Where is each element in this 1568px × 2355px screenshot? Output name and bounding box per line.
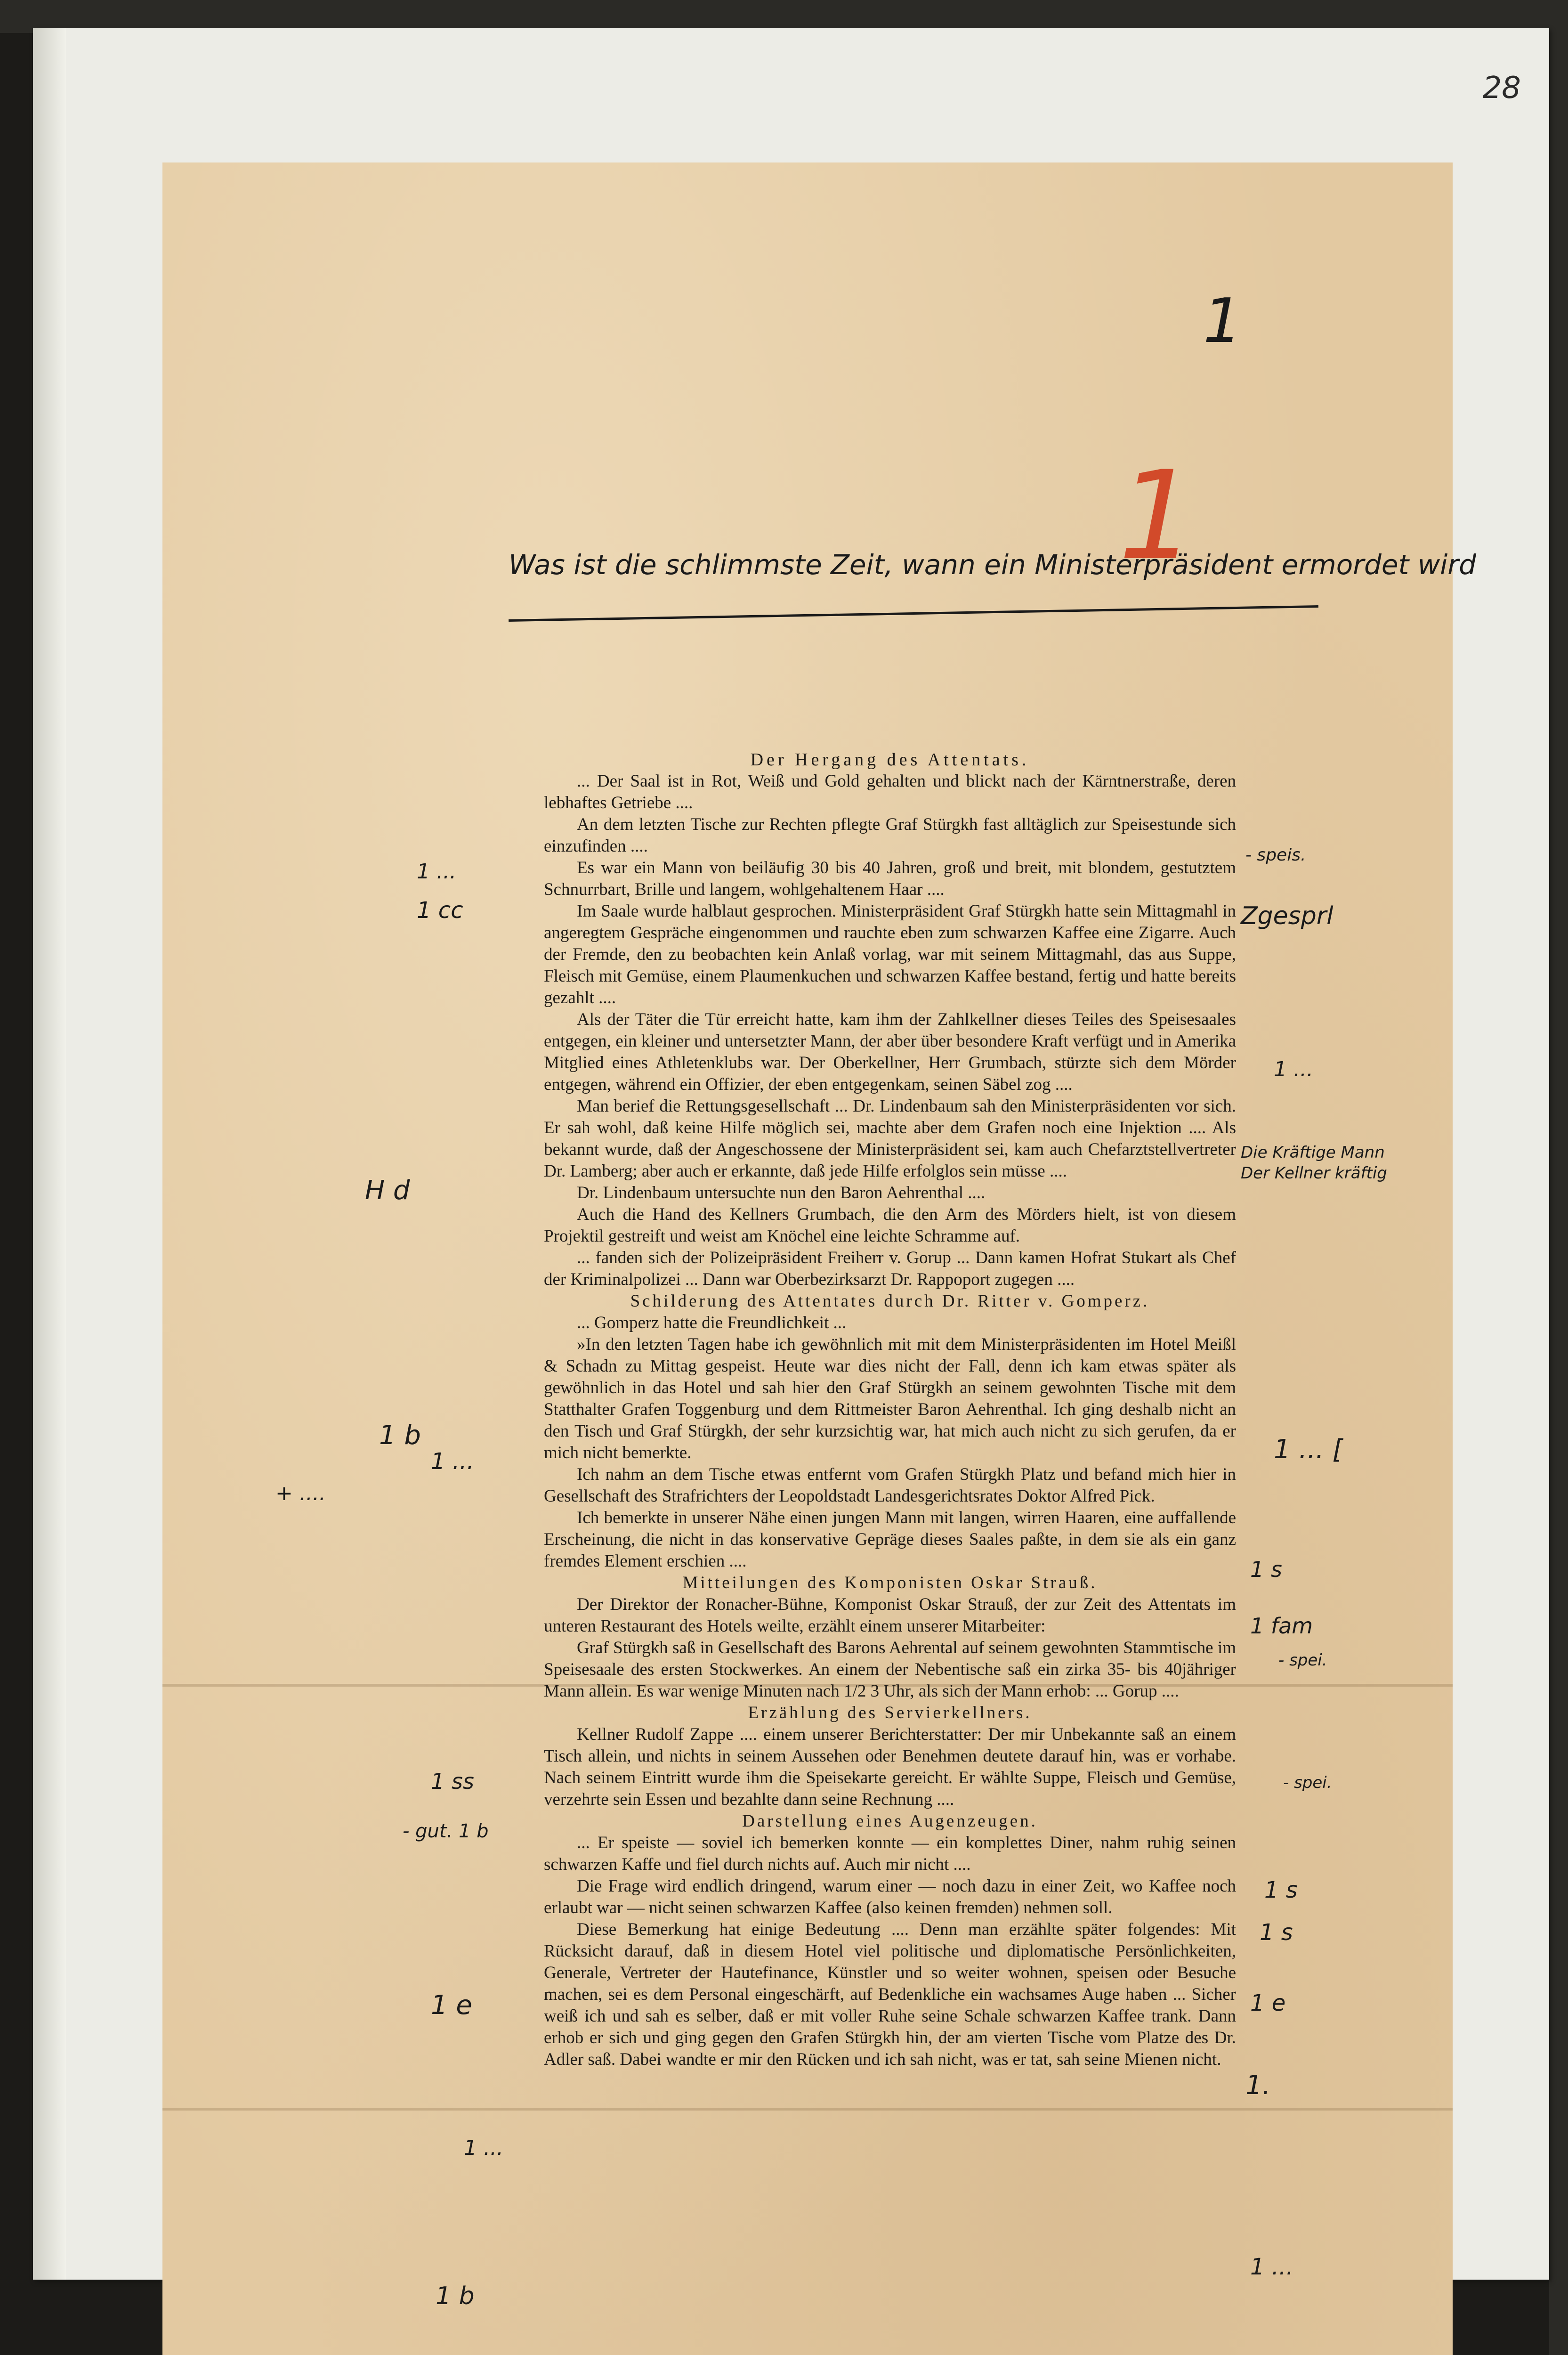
- margin-note-right: 1 ...: [1274, 1057, 1313, 1081]
- margin-note-right: 1 fam: [1250, 1613, 1313, 1639]
- article-subtitle: Darstellung eines Augenzeugen.: [742, 1811, 1038, 1831]
- margin-note-right: 1.: [1245, 2070, 1271, 2101]
- margin-note-right: 1 s: [1250, 1557, 1282, 1582]
- paragraph: Diese Bemerkung hat einige Bedeutung .... Denn man erzählte später folgendes: Mit Rücksicht darauf, daß in diesem Hotel viel politische und diplomatische Persönlichkeiten, Generale, Vertreter der Hautefinance, Künstler und so weiter wohnen, speisen oder Besuche machen, sei es dem Personal eingeschärft, auf Bedenkliche ein wachsames Auge haben ... Sicher weiß ich und sah es selber, daß er mit voller Ruhe seine Schale schwarzen Kaffee trank. Dann erhob er sich und ging gegen den Grafen Stürgkh hin, der am vierten Tische vom Platze des Dr. Adler saß. Dabei wandte er mir den Rücken und ich sah nicht, was er tat, sah seine Mienen nicht.: [544, 1920, 1236, 2069]
- margin-note-left: 1 b: [379, 1420, 421, 1451]
- article: [544, 749, 1236, 2071]
- margin-note-right: 1 ... [: [1274, 1434, 1343, 1465]
- handwritten-heading: Was ist die schlimmste Zeit, wann ein Ministerpräsident ermordet wird: [509, 549, 1476, 581]
- margin-note-right: - speis.: [1245, 845, 1306, 865]
- margin-note-right: - spei.: [1278, 1651, 1327, 1670]
- paragraph: Kellner Rudolf Zappe .... einem unserer Berichterstatter: Der mir Unbekannte saß an einem Tisch allein, und nichts in seinem Aussehen oder Benehmen deutete darauf hin, was er vorhabe. Nach seinem Eintritt wurde ihm die Speisekarte gereicht. Er wählte Suppe, Fleisch und Gemüse, verzehrte sein Essen und bezahlte dann seine Rechnung ....: [544, 1725, 1236, 1809]
- paragraph: ... fanden sich der Polizeipräsident Freiherr v. Gorup ... Dann kamen Hofrat Stukart als Chef der Kriminalpolizei ... Dann war Oberbezirksarzt Dr. Rappoport zugegen ....: [544, 1248, 1236, 1289]
- margin-note-left: + ....: [275, 1481, 326, 1505]
- margin-note-left: 1 ...: [417, 860, 456, 884]
- margin-note-right: Die Kräftige Mann Der Kellner kräftig: [1241, 1143, 1387, 1183]
- margin-note-right: 1 ...: [1250, 2254, 1293, 2280]
- margin-note-right: 1 s: [1264, 1877, 1298, 1903]
- paragraph: Ich nahm an dem Tische etwas entfernt vom Grafen Stürgkh Platz und befand mich hier in Gesellschaft des Strafrichters der Leopoldstadt Landesgerichtsrates Doktor Alfred Pick.: [544, 1465, 1236, 1506]
- article-subtitle: Mitteilungen des Komponisten Oskar Strauß.: [682, 1573, 1098, 1592]
- album-spine: [33, 28, 66, 2280]
- paragraph: Als der Täter die Tür erreicht hatte, kam ihm der Zahlkellner dieses Teiles des Speisesaales entgegen, ein kleiner und untersetzter Mann, der aber über besondere Kraft verfügt und in Amerika Mitglied eines Athletenklubs war. Der Oberkellner, Herr Grumbach, stürzte sich dem Mörder entgegen, während ein Offizier, der eben entgegenkam, seinen Säbel zog ....: [544, 1010, 1236, 1094]
- margin-note-left: 1 b: [436, 2282, 475, 2310]
- margin-note-left: 1 ss: [431, 1769, 474, 1794]
- folio-number: 28: [1482, 71, 1521, 106]
- margin-note-left: 1 ...: [464, 2136, 503, 2160]
- heading-underline: [509, 605, 1318, 622]
- margin-note-right: - spei.: [1283, 1773, 1332, 1792]
- paragraph: Es war ein Mann von beiläufig 30 bis 40 Jahren, groß und breit, mit blondem, gestutztem Schnurrbart, Brille und langem, wohlgehaltenem Haar ....: [544, 858, 1236, 899]
- article-title: Der Hergang des Attentats.: [750, 750, 1030, 770]
- red-pencil-mark: 1: [1118, 445, 1196, 587]
- paragraph: Dr. Lindenbaum untersuchte nun den Baron Aehrenthal ....: [577, 1183, 986, 1202]
- paragraph: ... Der Saal ist in Rot, Weiß und Gold gehalten und blickt nach der Kärntnerstraße, deren lebhaftes Getriebe ....: [544, 771, 1236, 812]
- paragraph: Die Frage wird endlich dringend, warum einer — noch dazu in einer Zeit, wo Kaffee noch erlaubt war — nicht seinen schwarzen Kaffee (also keinen fremden) nehmen soll.: [544, 1876, 1236, 1917]
- margin-note-left: 1 e: [431, 1990, 472, 2021]
- paragraph: Man berief die Rettungsgesellschaft ... Dr. Lindenbaum sah den Ministerpräsidenten vor sich. Er sah wohl, daß keine Hilfe möglich sei, machte aber dem Grafen noch eine Injektion .... Als bekannt wurde, daß der Angeschossene der Ministerpräsident sei, kam auch Chefarztstellvertreter Dr. Lamberg; aber auch er erkannte, daß jede Hilfe erfolglos sein müsse ....: [544, 1096, 1236, 1181]
- paragraph: »In den letzten Tagen habe ich gewöhnlich mit mit dem Ministerpräsidenten im Hotel Meißl & Schadn zu Mittag gespeist. Heute war dies nicht der Fall, denn ich kam etwas später als gewöhnlich in das Hotel und sah hier den Graf Stürgkh an seinem gewohnten Tische mit dem Statthalter Grafen Toggenburg und dem Rittmeister Baron Aehrenthal. Ich ging deshalb nicht an den Tisch und Graf Stürgkh, der sehr kurzsichtig war, hat mich auch nicht zu sich gerufen, da er mich nicht bemerkte.: [544, 1335, 1236, 1462]
- newspaper-clipping: [162, 162, 1476, 2355]
- paragraph: Auch die Hand des Kellners Grumbach, die den Arm des Mörders hielt, ist von diesem Projektil gestreift und weist am Knöchel eine leichte Schramme auf.: [544, 1205, 1236, 1246]
- margin-note-right: Zgesprl: [1241, 902, 1334, 930]
- fold-line: [162, 2108, 1453, 2111]
- margin-note-left: 1 ...: [431, 1448, 474, 1475]
- margin-note-left: H d: [365, 1175, 410, 1206]
- article-subtitle: Schilderung des Attentates durch Dr. Ritter v. Gomperz.: [630, 1291, 1150, 1311]
- margin-note-left: 1 cc: [417, 897, 463, 924]
- corner-mark: 1: [1203, 285, 1242, 357]
- paragraph: An dem letzten Tische zur Rechten pflegte Graf Stürgkh fast alltäglich zur Speisestunde sich einzufinden ....: [544, 815, 1236, 856]
- margin-note-right: 1 s: [1260, 1919, 1293, 1946]
- margin-note-left: - gut. 1 b: [403, 1820, 489, 1842]
- article-subtitle: Erzählung des Servierkellners.: [748, 1703, 1032, 1722]
- margin-note-right: 1 e: [1250, 1990, 1286, 2016]
- paragraph: ... Gomperz hatte die Freundlichkeit ...: [577, 1313, 847, 1332]
- paragraph: Graf Stürgkh saß in Gesellschaft des Barons Aehrental auf seinem gewohnten Stammtische im Speisesaale des ersten Stockwerkes. An einem der Nebentische saß ein zirka 35- bis 40jähriger Mann allein. Es war wenige Minuten nach 1/2 3 Uhr, als sich der Mann erhob: ... Gorup ....: [544, 1638, 1236, 1701]
- paragraph: Der Direktor der Ronacher-Bühne, Komponist Oskar Strauß, der zur Zeit des Attentats im unteren Restaurant des Hotels weilte, erzählt einem unserer Mitarbeiter:: [544, 1595, 1236, 1636]
- paragraph: ... Er speiste — soviel ich bemerken konnte — ein komplettes Diner, nahm ruhig seinen schwarzen Kaffe und fiel durch nichts auf. Auch mir nicht ....: [544, 1833, 1236, 1874]
- paragraph: Ich bemerkte in unserer Nähe einen jungen Mann mit langen, wirren Haaren, eine auffallende Erscheinung, die nicht in das konservative Gepräge dieses Saales paßte, in dem sie als ein ganz fremdes Element erschien ....: [544, 1508, 1236, 1571]
- paragraph: Im Saale wurde halblaut gesprochen. Ministerpräsident Graf Stürgkh hatte sein Mittagmahl in angeregtem Gespräche eingenommen und rauchte eben zum schwarzen Kaffee eine Zigarre. Auch der Fremde, den zu beobachten kein Anlaß vorlag, war mit seinem Mittagmahl, das aus Suppe, Fleisch mit Gemüse, einem Plaumenkuchen und schwarzen Kaffee bestand, fertig und hatte bereits gezahlt ....: [544, 901, 1236, 1007]
